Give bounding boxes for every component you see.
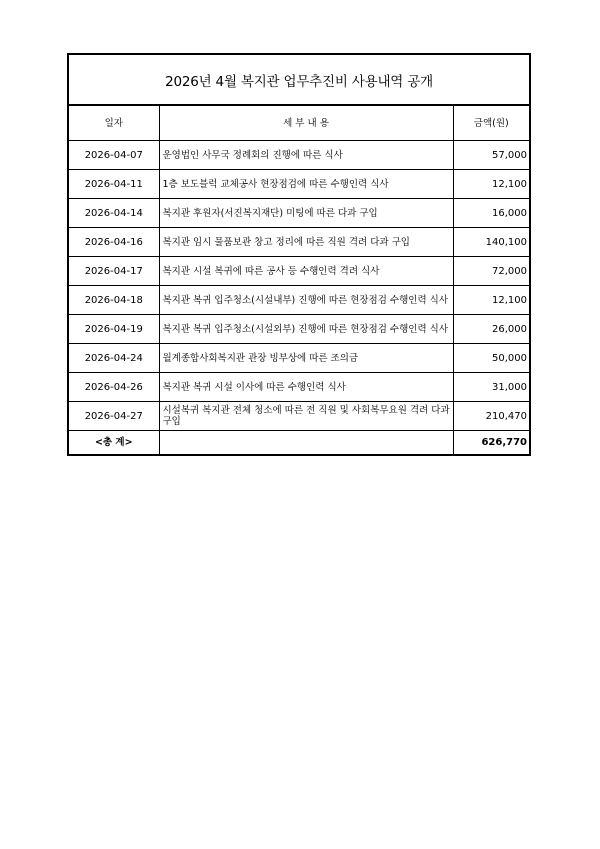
row-amount: 57,000 bbox=[453, 141, 529, 170]
table-row bbox=[69, 402, 529, 431]
total-label: <총 계> bbox=[69, 431, 159, 455]
row-amount: 140,100 bbox=[453, 228, 529, 257]
row-amount: 50,000 bbox=[453, 344, 529, 373]
row-description: 복지관 복귀 시설 이사에 따른 수행인력 식사 bbox=[159, 373, 453, 402]
table-header-row bbox=[69, 106, 529, 141]
row-description: 월계종합사회복지관 관장 빙부상에 따른 조의금 bbox=[159, 344, 453, 373]
table-row bbox=[69, 344, 529, 373]
row-amount: 12,100 bbox=[453, 170, 529, 199]
row-amount: 72,000 bbox=[453, 257, 529, 286]
table-row bbox=[69, 373, 529, 402]
column-header-description: 세 부 내 용 bbox=[159, 106, 453, 141]
row-amount: 12,100 bbox=[453, 286, 529, 315]
table-row bbox=[69, 228, 529, 257]
row-date: 2026-04-19 bbox=[69, 315, 159, 344]
row-description: 복지관 시설 복귀에 따른 공사 등 수행인력 격려 식사 bbox=[159, 257, 453, 286]
row-date: 2026-04-17 bbox=[69, 257, 159, 286]
table-row bbox=[69, 170, 529, 199]
table-row bbox=[69, 141, 529, 170]
table-row bbox=[69, 199, 529, 228]
row-amount: 31,000 bbox=[453, 373, 529, 402]
table-row bbox=[69, 286, 529, 315]
total-empty-cell bbox=[159, 431, 453, 455]
row-amount: 16,000 bbox=[453, 199, 529, 228]
row-date: 2026-04-18 bbox=[69, 286, 159, 315]
row-date: 2026-04-27 bbox=[69, 402, 159, 431]
column-header-date: 일자 bbox=[69, 106, 159, 141]
row-description: 복지관 임시 물품보관 창고 정리에 따른 직원 격려 다과 구입 bbox=[159, 228, 453, 257]
row-amount: 26,000 bbox=[453, 315, 529, 344]
total-row bbox=[69, 431, 529, 455]
row-date: 2026-04-24 bbox=[69, 344, 159, 373]
row-date: 2026-04-16 bbox=[69, 228, 159, 257]
row-date: 2026-04-07 bbox=[69, 141, 159, 170]
row-description: 1층 보도블럭 교체공사 현장점검에 따른 수행인력 식사 bbox=[159, 170, 453, 199]
table-row bbox=[69, 257, 529, 286]
row-description: 복지관 복귀 입주청소(시설내부) 진행에 따른 현장점검 수행인력 식사 bbox=[159, 286, 453, 315]
row-description: 시설복귀 복지관 전체 청소에 따른 전 직원 및 사회복무요원 격려 다과구입 bbox=[159, 402, 453, 431]
row-date: 2026-04-11 bbox=[69, 170, 159, 199]
expense-report bbox=[67, 53, 531, 456]
row-date: 2026-04-14 bbox=[69, 199, 159, 228]
column-header-amount: 금액(원) bbox=[453, 106, 529, 141]
table-row bbox=[69, 315, 529, 344]
row-description: 운영법인 사무국 정례회의 진행에 따른 식사 bbox=[159, 141, 453, 170]
report-title: 2026년 4월 복지관 업무추진비 사용내역 공개 bbox=[69, 55, 529, 106]
expense-table bbox=[69, 106, 529, 454]
row-description: 복지관 후원자(서진복지재단) 미팅에 따른 다과 구입 bbox=[159, 199, 453, 228]
total-amount: 626,770 bbox=[453, 431, 529, 455]
row-date: 2026-04-26 bbox=[69, 373, 159, 402]
row-amount: 210,470 bbox=[453, 402, 529, 431]
row-description: 복지관 복귀 입주청소(시설외부) 진행에 따른 현장점검 수행인력 식사 bbox=[159, 315, 453, 344]
